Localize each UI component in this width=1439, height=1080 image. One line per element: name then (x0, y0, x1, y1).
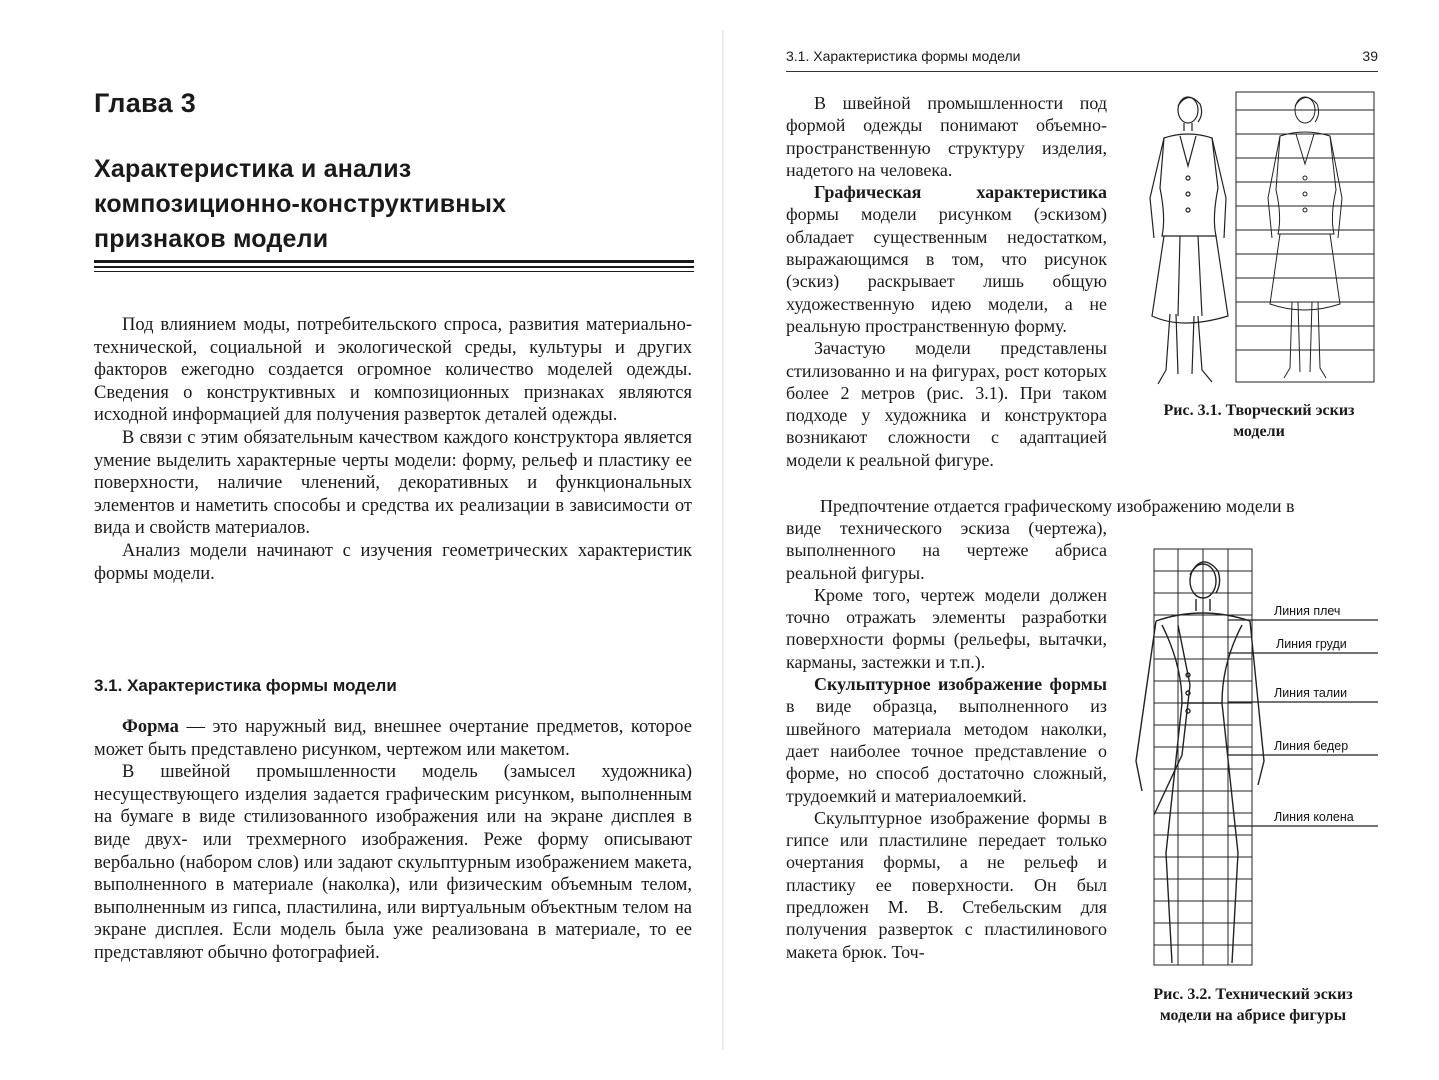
label-knee-line: Линия колена (1274, 810, 1354, 824)
caption-line: модели на абрисе фигуры (1159, 1007, 1347, 1024)
left-page (94, 88, 694, 257)
term-sculpture: Скульптурное изображение формы (814, 674, 1107, 695)
chapter-title-line: композиционно-конструктивных (94, 190, 507, 218)
measure-labels (1274, 604, 1354, 824)
intro-text (94, 314, 692, 585)
paragraph: В связи с этим обязательным качеством каждого конструктора является умение выделить характерные черты модели: форму, рельеф и пластику ее поверхности, наличие членений, декоративных и функциональных элементов и наметить способы и средства их реализации в зависимости от вида и свойств материалов. (94, 427, 692, 539)
caption-line: Рис. 3.2. Технический эскиз (1153, 986, 1353, 1003)
paragraph: В швейной промышленности модель (замысел художника) несуществующего изделия задается графическим рисунком, выполненным на бумаге в виде стилизованного изображения или на экране дисплея в виде двух- или трехмерного изображения. Реже форму описывают вербально (набором слов) или задают скульптурным изображением макета, выполненного в материале (наколка), или физическим объемным телом, выполненным из гипса, пластилина, или виртуальным объектным телом на экране дисплея. Если модель была уже реализована в материале, то ее представляют обычно фотографией. (94, 762, 692, 963)
chapter-title (94, 152, 694, 257)
section-heading: 3.1. Характеристика формы модели (94, 676, 397, 695)
title-rule-mid (94, 266, 694, 268)
term-graphic: Графическая характеристика (814, 182, 1107, 203)
figure-3-1 (1120, 88, 1378, 388)
right-fullwidth (786, 495, 1378, 517)
right-column-bottom (786, 517, 1107, 963)
paragraph: Под влиянием моды, потребительского спроса, развития материально-технической, социальной и экологической среды, культуры и других факторов ежегодно создается огромное количество моделей одежды. Сведения о конструктивных и композиционных признаках являются исходной информацией для получения разверток деталей одежды. (94, 315, 692, 426)
paragraph-rest: — это наружный вид, внешнее очертание предметов, которое может быть представлено рисунком, чертежом или макетом. (94, 717, 692, 760)
paragraph: В швейной промышленности под формой одежды понимают объемно-пространственную структуру изделия, надетого на человека. (786, 93, 1107, 180)
running-head-title: 3.1. Характеристика формы модели (786, 48, 1021, 64)
section-text (94, 716, 692, 965)
paragraph-rest: формы модели рисунком (эскизом) обладает существенным недостатком, выражающимся в том, что рисунок (эскиз) раскрывает лишь общую художественную идею модели, а не реальную пространственную форму. (786, 204, 1107, 336)
term-forma: Форма (122, 717, 179, 737)
chapter-label: Глава 3 (94, 88, 197, 118)
paragraph (786, 673, 1107, 807)
right-column-top (786, 92, 1107, 471)
paragraph: Скульптурное изображение формы в гипсе или пластилине передает только очертания формы, а не рельеф и пластику ее поверхности. Он был предложен М. В. Стебельским для получения разверток с пластилинового макета брюк. Точ- (786, 807, 1107, 962)
paragraph-rest: в виде образца, выполненного из швейного материала методом наколки, дает наиболее точное представление о форме, но способ достаточно сложный, трудоемкий и материалоемкий. (786, 696, 1107, 806)
page-number: 39 (1362, 48, 1378, 64)
paragraph: виде технического эскиза (чертежа), выполненного на чертеже абриса реальной фигуры. (786, 518, 1107, 583)
caption-line: Рис. 3.1. Творческий эскиз (1163, 402, 1355, 419)
label-shoulder-line: Линия плеч (1274, 604, 1341, 618)
caption-line: модели (1233, 423, 1285, 440)
paragraph (786, 181, 1107, 337)
label-waist-line: Линия талии (1274, 686, 1348, 700)
figure-3-2 (1128, 545, 1380, 970)
title-rule-thick (94, 260, 694, 263)
label-hip-line: Линия бедер (1274, 739, 1349, 753)
chapter-title-line: Характеристика и анализ (94, 155, 412, 183)
paragraph: Предпочтение отдается графическому изображению модели в (820, 496, 1295, 516)
paragraph: Анализ модели начинают с изучения геометрических характеристик формы модели. (94, 540, 692, 584)
paragraph (94, 716, 692, 761)
figure-outline (1136, 562, 1264, 963)
figure-3-2-caption (1134, 984, 1372, 1026)
running-head-rule (786, 71, 1378, 72)
running-head (786, 48, 1378, 64)
paragraph: Зачастую модели представлены стилизованно и на фигурах, рост которых более 2 метров (рис. 3.1). При таком подходе у художника и конструктора возникают сложности с адаптацией модели к реальной фигуре. (786, 338, 1107, 470)
technical-grid-figure (1236, 92, 1374, 382)
title-rule-thin (94, 271, 694, 272)
book-gutter (722, 30, 724, 1050)
figure-3-1-caption (1140, 400, 1378, 442)
label-bust-line: Линия груди (1276, 637, 1347, 651)
creative-sketch-figure (1150, 97, 1228, 384)
paragraph: Кроме того, чертеж модели должен точно отражать элементы разработки поверхности формы (рельефы, вытачки, карманы, застежки и т.п.). (786, 584, 1107, 672)
chapter-title-line: признаков модели (94, 225, 329, 253)
